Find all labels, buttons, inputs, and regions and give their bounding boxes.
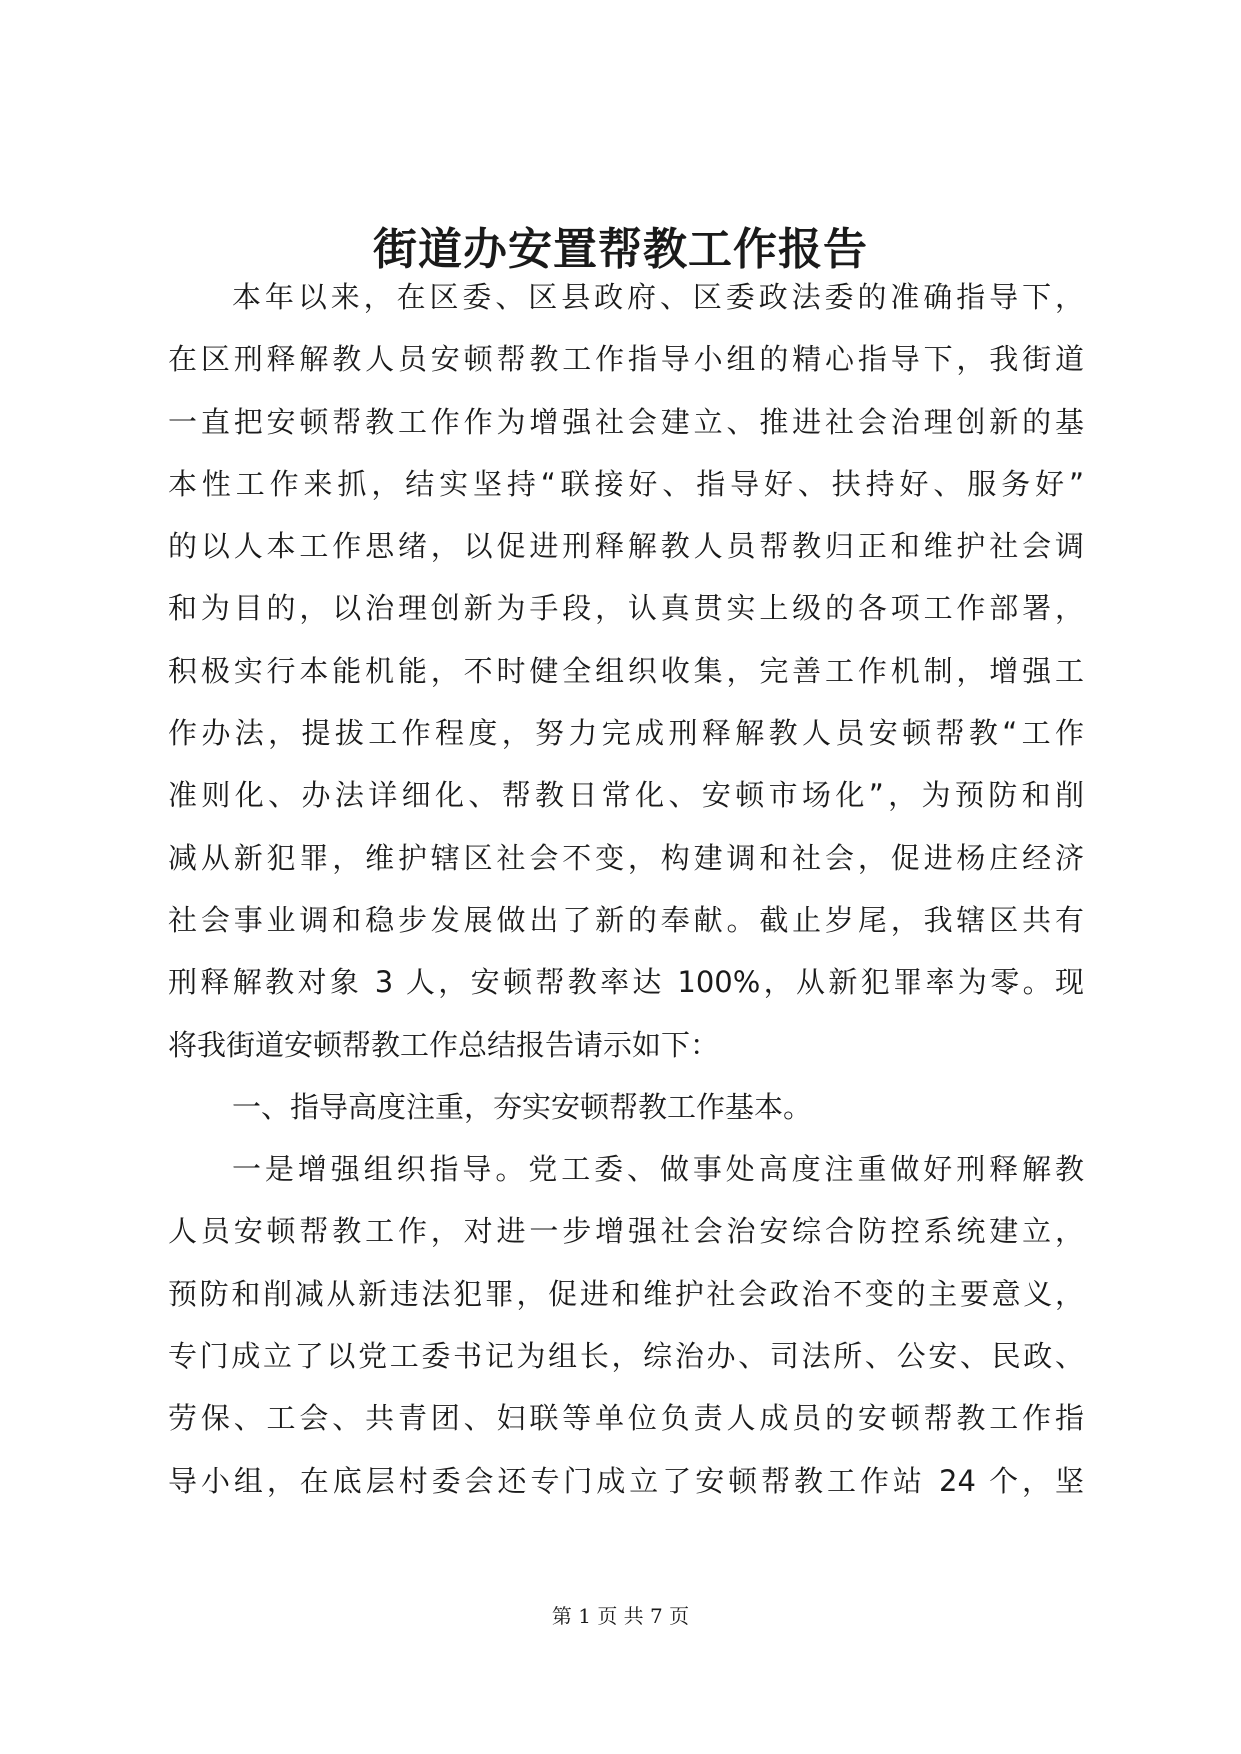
body-line: 将我街道安顿帮教工作总结报告请示如下： (168, 1027, 720, 1062)
body-line: 导小组，在底层村委会还专门成立了安顿帮教工作站 24 个，坚 (168, 1463, 1084, 1498)
document-body (168, 266, 1084, 1512)
body-line: 专门成立了以党工委书记为组长，综治办、司法所、公安、民政、 (168, 1339, 1084, 1374)
body-line: 的以人本工作思绪，以促进刑释解教人员帮教归正和维护社会调 (168, 529, 1084, 564)
body-line: 本性工作来抓，结实坚持“联接好、指导好、扶持好、服务好” (168, 466, 1084, 501)
body-line: 作办法，提拔工作程度，努力完成刑释解教人员安顿帮教“工作 (168, 716, 1084, 751)
body-line: 一是增强组织指导。党工委、做事处高度注重做好刑释解教 (232, 1152, 1084, 1187)
body-line: 积极实行本能机能，不时健全组织收集，完善工作机制，增强工 (168, 653, 1084, 688)
body-line: 在区刑释解教人员安顿帮教工作指导小组的精心指导下，我街道 (168, 342, 1084, 377)
body-line: 本年以来，在区委、区县政府、区委政法委的准确指导下， (232, 280, 1084, 314)
body-line: 和为目的，以治理创新为手段，认真贯实上级的各项工作部署， (168, 591, 1084, 626)
body-line: 社会事业调和稳步发展做出了新的奉献。截止岁尾，我辖区共有 (168, 902, 1084, 937)
section-heading: 一、指导高度注重，夯实安顿帮教工作基本。 (232, 1089, 813, 1124)
body-line: 人员安顿帮教工作，对进一步增强社会治安综合防控系统建立， (168, 1214, 1084, 1249)
page-number-footer: 第 1 页 共 7 页 (551, 1604, 690, 1628)
body-line: 一直把安顿帮教工作作为增强社会建立、推进社会治理创新的基 (168, 404, 1084, 439)
body-line: 减从新犯罪，维护辖区社会不变，构建调和社会，促进杨庄经济 (168, 840, 1084, 875)
document-title: 街道办安置帮教工作报告 (373, 224, 868, 275)
body-line: 刑释解教对象 3 人，安顿帮教率达 100%，从新犯罪率为零。现 (168, 965, 1084, 1000)
body-line: 劳保、工会、共青团、妇联等单位负责人成员的安顿帮教工作指 (168, 1401, 1084, 1436)
body-line: 预防和削减从新违法犯罪，促进和维护社会政治不变的主要意义， (168, 1276, 1084, 1311)
body-line: 准则化、办法详细化、帮教日常化、安顿市场化”，为预防和削 (168, 778, 1084, 813)
